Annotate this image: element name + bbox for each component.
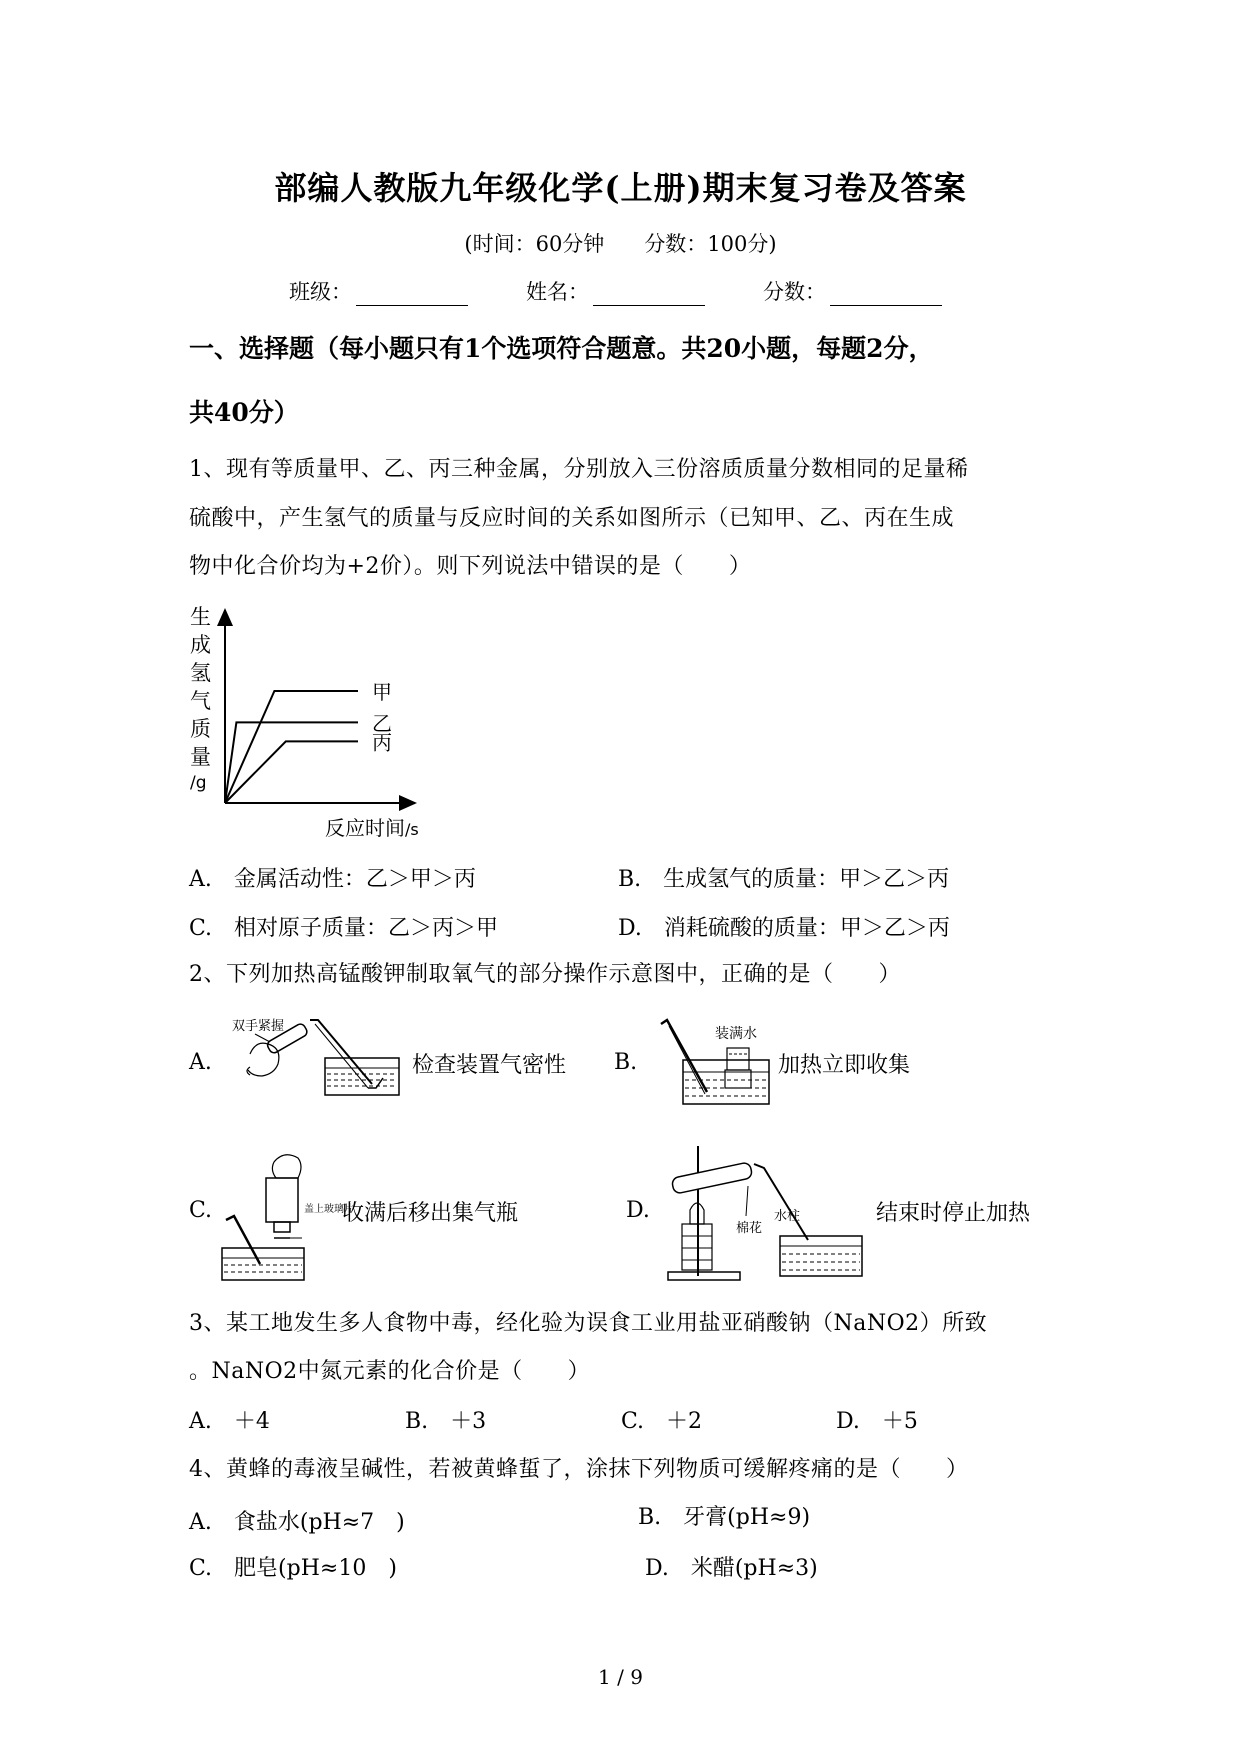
q1-line2: 硫酸中，产生氢气的质量与反应时间的关系如图所示（已知甲、乙、丙在生成 — [189, 506, 955, 531]
series-group — [225, 680, 392, 803]
y-label-char: 气 — [190, 689, 211, 713]
y-axis-label — [190, 605, 211, 793]
y-label-char: 生 — [190, 605, 211, 629]
figure-label: 水柱 — [774, 1209, 801, 1224]
y-label-char: 氢 — [190, 661, 211, 685]
airtight-check-figure — [230, 1012, 410, 1102]
name-blank — [593, 283, 705, 306]
y-label-char: 成 — [190, 633, 211, 657]
immediate-collect-figure — [655, 1012, 775, 1112]
page-title: 部编人教版九年级化学(上册)期末复习卷及答案 — [274, 169, 967, 207]
figure-label: 盖上玻璃片 — [304, 1204, 354, 1215]
q2-option-c-caption: 收满后移出集气瓶 — [342, 1201, 519, 1226]
figure-label: 装满水 — [715, 1026, 757, 1042]
section-heading-line2: 共40分） — [189, 398, 299, 427]
class-blank — [356, 283, 468, 306]
exam-time: (时间：60分钟 — [464, 232, 605, 256]
series-line-1 — [225, 691, 358, 803]
q3-option-d[interactable]: D. ＋5 — [836, 1409, 918, 1434]
class-field — [289, 276, 468, 306]
series-label-1: 甲 — [372, 680, 392, 704]
q4-option-c[interactable]: C. 肥皂(pH≈10 ) — [189, 1556, 397, 1581]
score-label: 分数： — [763, 280, 826, 304]
series-label-3: 丙 — [372, 730, 392, 755]
y-label-unit: /g — [190, 773, 207, 793]
q4-option-b[interactable]: B. 牙膏(pH≈9) — [638, 1505, 811, 1530]
y-label-char: 量 — [190, 745, 211, 769]
q3-option-b[interactable]: B. ＋3 — [405, 1409, 487, 1434]
q1-option-d[interactable]: D. 消耗硫酸的质量：甲＞乙＞丙 — [618, 916, 950, 941]
q1-chart — [185, 598, 445, 840]
figure-label: 双手紧握 — [232, 1019, 285, 1034]
q3-line2: 。NaNO2中氮元素的化合价是（ ） — [189, 1359, 591, 1384]
q3-option-a[interactable]: A. ＋4 — [189, 1409, 270, 1434]
remove-bottle-figure — [230, 1148, 354, 1280]
q2-option-d-letter[interactable]: D. — [626, 1198, 650, 1223]
x-axis-label: 反应时间/s — [325, 816, 419, 840]
q3-option-c[interactable]: C. ＋2 — [621, 1409, 703, 1434]
q2-option-a-letter[interactable]: A. — [189, 1050, 212, 1075]
section-heading-line1: 一、选择题（每小题只有1个选项符合题意。共20小题，每题2分， — [189, 334, 934, 363]
score-field — [763, 276, 942, 306]
q3-line1: 3、某工地发生多人食物中毒，经化验为误食工业用盐亚硝酸钠（NaNO2）所致 — [189, 1311, 988, 1336]
q1-line3: 物中化合价均为+2价）。则下列说法中错误的是（ ） — [189, 554, 752, 579]
q1-line1: 1、现有等质量甲、乙、丙三种金属，分别放入三份溶质质量分数相同的足量稀 — [189, 457, 969, 482]
q2-stem: 2、下列加热高锰酸钾制取氧气的部分操作示意图中，正确的是（ ） — [189, 962, 901, 987]
series-line-2 — [225, 722, 358, 803]
q1-option-a[interactable]: A. 金属活动性：乙＞甲＞丙 — [189, 867, 476, 892]
q2-option-c-letter[interactable]: C. — [189, 1198, 213, 1223]
series-line-3 — [225, 741, 358, 803]
score-blank — [830, 283, 942, 306]
exam-info — [0, 228, 1241, 258]
q1-option-b[interactable]: B. 生成氢气的质量：甲＞乙＞丙 — [618, 867, 950, 892]
q2-option-b-caption: 加热立即收集 — [778, 1053, 911, 1078]
q2-option-d-caption: 结束时停止加热 — [876, 1201, 1031, 1226]
stop-heating-figure — [668, 1144, 868, 1284]
q4-option-d[interactable]: D. 米醋(pH≈3) — [645, 1556, 818, 1581]
exam-total-score: 分数：100分) — [644, 232, 777, 256]
q4-option-a[interactable]: A. 食盐水(pH≈7 ) — [189, 1510, 405, 1535]
page-number: 1 / 9 — [598, 1665, 643, 1689]
series-label-2: 乙 — [372, 711, 392, 736]
q2-option-a-caption: 检查装置气密性 — [412, 1053, 567, 1078]
name-field — [526, 276, 705, 306]
figure-label: 棉花 — [736, 1221, 763, 1236]
q4-stem: 4、黄蜂的毒液呈碱性，若被黄蜂蜇了，涂抹下列物质可缓解疼痛的是（ ） — [189, 1457, 969, 1482]
q1-option-c[interactable]: C. 相对原子质量：乙＞丙＞甲 — [189, 916, 499, 941]
class-label: 班级： — [289, 280, 352, 304]
y-label-char: 质 — [190, 717, 211, 741]
q2-option-b-letter[interactable]: B. — [614, 1050, 638, 1075]
name-label: 姓名： — [526, 280, 589, 304]
